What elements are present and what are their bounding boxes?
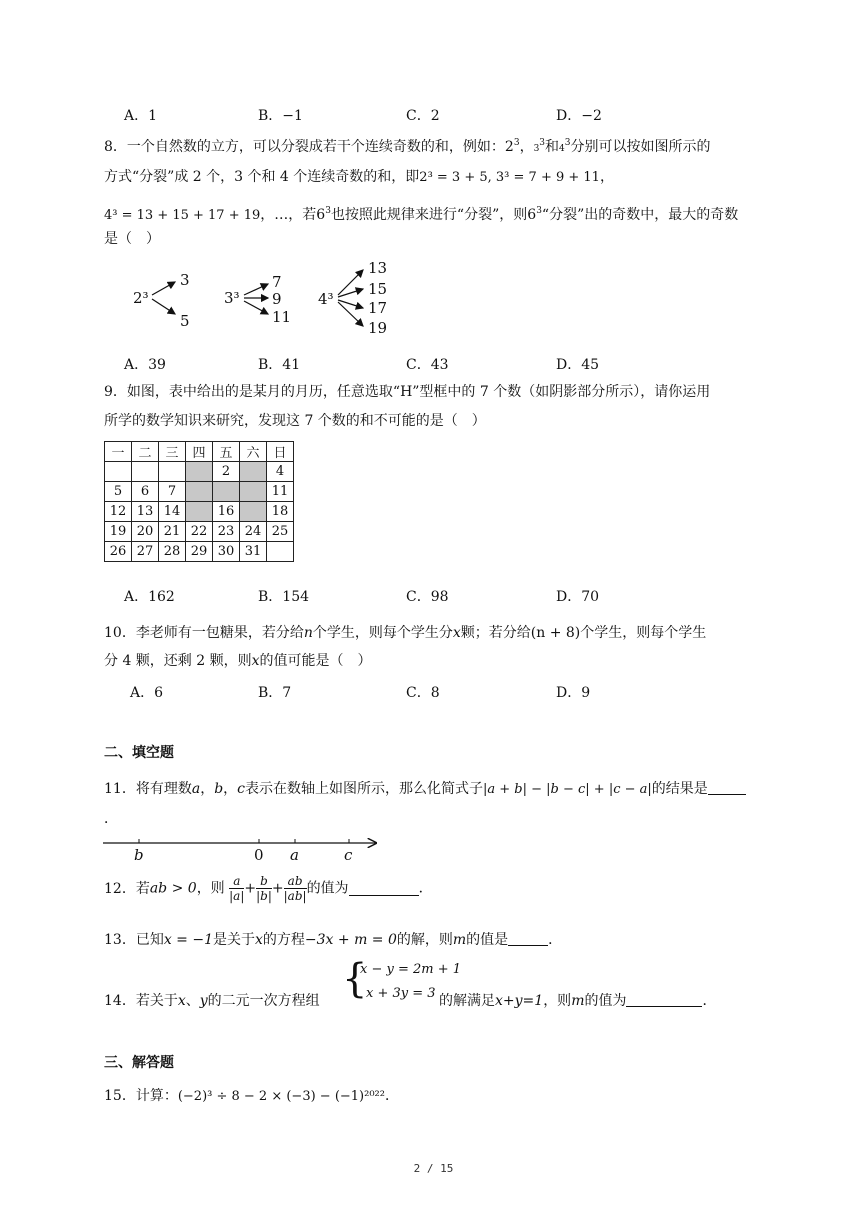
calendar-cell: 26: [105, 542, 132, 562]
calendar-cell: 14: [159, 502, 186, 522]
number-line: [100, 832, 385, 864]
q8-line4: 是（ ）: [104, 231, 160, 247]
calendar-cell: 4: [267, 462, 294, 482]
q7-option-c: C．2: [406, 108, 440, 124]
q11-line1: 11．将有理数a，b，c表示在数轴上如图所示，那么化简式子|a + b| − |b − c| + |c − a|的结果是: [104, 778, 746, 801]
axis-label-c: c: [344, 846, 353, 864]
calendar-cell: 29: [186, 542, 213, 562]
q9-line1: 9．如图，表中给出的是某月的月历，任意选取“H”型框中的 7 个数（如阴影部分所示），请你运用: [104, 384, 711, 400]
q13: 13．已知x = −1是关于x的方程−3x + m = 0的解，则m的值是 ．: [104, 932, 563, 948]
calendar-table: [104, 441, 294, 562]
calendar-cell: [132, 462, 159, 482]
calendar-header-cell: 四: [186, 442, 213, 462]
calendar-cell: 23: [213, 522, 240, 542]
calendar-header-cell: 六: [240, 442, 267, 462]
q11-trailing-dot: ．: [104, 811, 118, 827]
calendar-cell: 6: [132, 482, 159, 502]
section-title-answer: 三、解答题: [104, 1055, 174, 1071]
calendar-row: [105, 482, 294, 502]
calendar-cell-shaded: [240, 502, 267, 522]
diagram-base-3: 3³: [224, 289, 240, 307]
q10-line2: 分 4 颗，还剩 2 颗，则x的值可能是（ ）: [104, 653, 372, 669]
calendar-cell: 5: [105, 482, 132, 502]
calendar-cell: 27: [132, 542, 159, 562]
fraction-b-over-abs-b: $\frac{b}{|b|}$: [256, 874, 272, 903]
calendar-row: [105, 502, 294, 522]
axis-label-b: b: [134, 846, 144, 864]
calendar-cell: 13: [132, 502, 159, 522]
calendar-cell: 30: [213, 542, 240, 562]
calendar-cell: [267, 542, 294, 562]
q15: 15．计算：(−2)³ ÷ 8 − 2 × (−3) − (−1)²⁰²²．: [104, 1088, 399, 1104]
calendar-cell: [105, 462, 132, 482]
q9-line2: 所学的数学知识来研究，发现这 7 个数的和不可能的是（ ）: [104, 413, 486, 429]
q7-option-a: A．1: [124, 108, 158, 124]
q8-line3: 4³ = 13 + 15 + 17 + 19，…，若$6^3$也按照此规律来进行“分裂”，则$6^3“$分裂”出的奇数中，最大的奇数: [104, 206, 739, 223]
axis-label-zero: 0: [254, 846, 264, 864]
calendar-cell: 19: [105, 522, 132, 542]
q9-option-c: C．98: [406, 589, 449, 605]
q10-option-a: A．6: [130, 685, 164, 701]
calendar-cell-shaded: [186, 462, 213, 482]
diagram-val: 3: [180, 271, 190, 289]
calendar-header-cell: 三: [159, 442, 186, 462]
q10-line1: 10．李老师有一包糖果，若分给n个学生，则每个学生分x颗；若分给(n + 8)个学生，则每个学生: [104, 625, 707, 641]
calendar-cell: 12: [105, 502, 132, 522]
q7-option-d: D．−2: [556, 108, 602, 124]
calendar-cell: 31: [240, 542, 267, 562]
equation-system: { x − y = 2m + 1 x + 3y = 3: [342, 956, 462, 1002]
q10-option-b: B．7: [258, 685, 292, 701]
calendar-cell: 2: [213, 462, 240, 482]
diagram-val: 19: [368, 319, 388, 337]
q7-option-b: B．−1: [258, 108, 303, 124]
calendar-cell: [159, 462, 186, 482]
calendar-cell: 18: [267, 502, 294, 522]
q10-option-c: C．8: [406, 685, 440, 701]
calendar-header-cell: 二: [132, 442, 159, 462]
q8-line1: 8．一个自然数的立方，可以分裂成若干个连续奇数的和，例如：$2^3$，$3^3$和$4^3$分别可以按如图所示的: [104, 138, 711, 155]
calendar-cell-shaded: [186, 482, 213, 502]
diagram-val: 11: [272, 308, 292, 326]
calendar-cell: 11: [267, 482, 294, 502]
diagram-val: 5: [180, 312, 190, 330]
fraction-a-over-abs-a: $\frac{a}{|a|}$: [229, 874, 245, 903]
q9-option-b: B．154: [258, 589, 310, 605]
q11-answer-blank: [708, 780, 746, 795]
q13-answer-blank: [508, 931, 548, 946]
calendar-row: [105, 522, 294, 542]
page-number: 2 / 15: [413, 1162, 454, 1175]
fraction-ab-over-abs-ab: $\frac{ab}{|ab|}$: [283, 874, 307, 903]
diagram-val: 15: [368, 280, 388, 298]
q8-option-d: D．45: [556, 357, 600, 373]
calendar-cell: 25: [267, 522, 294, 542]
calendar-cell: 20: [132, 522, 159, 542]
q8-line2: 方式“分裂”成 2 个，3 个和 4 个连续奇数的和，即2³ = 3 + 5, 3³ = 7 + 9 + 11，: [104, 169, 614, 185]
calendar-header-row: [105, 442, 294, 462]
calendar-header-cell: 一: [105, 442, 132, 462]
calendar-cell: 21: [159, 522, 186, 542]
calendar-row: [105, 542, 294, 562]
q8-option-a: A．39: [124, 357, 166, 373]
diagram-val: 17: [368, 299, 388, 317]
calendar-cell: 22: [186, 522, 213, 542]
section-title-fill-in: 二、填空题: [104, 745, 174, 761]
calendar-header-cell: 五: [213, 442, 240, 462]
calendar-cell-shaded: [240, 462, 267, 482]
q12-answer-blank: [349, 881, 419, 896]
calendar-cell: 16: [213, 502, 240, 522]
q8-option-c: C．43: [406, 357, 449, 373]
calendar-header-cell: 日: [267, 442, 294, 462]
calendar-row: [105, 462, 294, 482]
calendar-cell: 28: [159, 542, 186, 562]
q12: 12．若ab > 0，则 $\frac{a}{|a|}$ + $\frac{b}{|b|}$ + $\frac{ab}{|ab|}$ 的值为 ．: [104, 874, 433, 903]
axis-label-a: a: [290, 846, 299, 864]
diagram-base-2: 2³: [133, 289, 149, 307]
diagram-val: 7: [272, 273, 282, 291]
diagram-val: 9: [272, 290, 282, 308]
calendar-cell-shaded: [240, 482, 267, 502]
q8-option-b: B．41: [258, 357, 301, 373]
calendar-cell: 24: [240, 522, 267, 542]
calendar-cell-shaded: [186, 502, 213, 522]
calendar-cell: 7: [159, 482, 186, 502]
q9-option-d: D．70: [556, 589, 600, 605]
q9-option-a: A．162: [124, 589, 175, 605]
calendar-cell-shaded: [213, 482, 240, 502]
cube-split-diagram: [128, 258, 398, 338]
diagram-val: 13: [368, 259, 388, 277]
q10-option-d: D．9: [556, 685, 591, 701]
q14-answer-blank: [626, 992, 702, 1007]
diagram-base-4: 4³: [318, 290, 334, 308]
